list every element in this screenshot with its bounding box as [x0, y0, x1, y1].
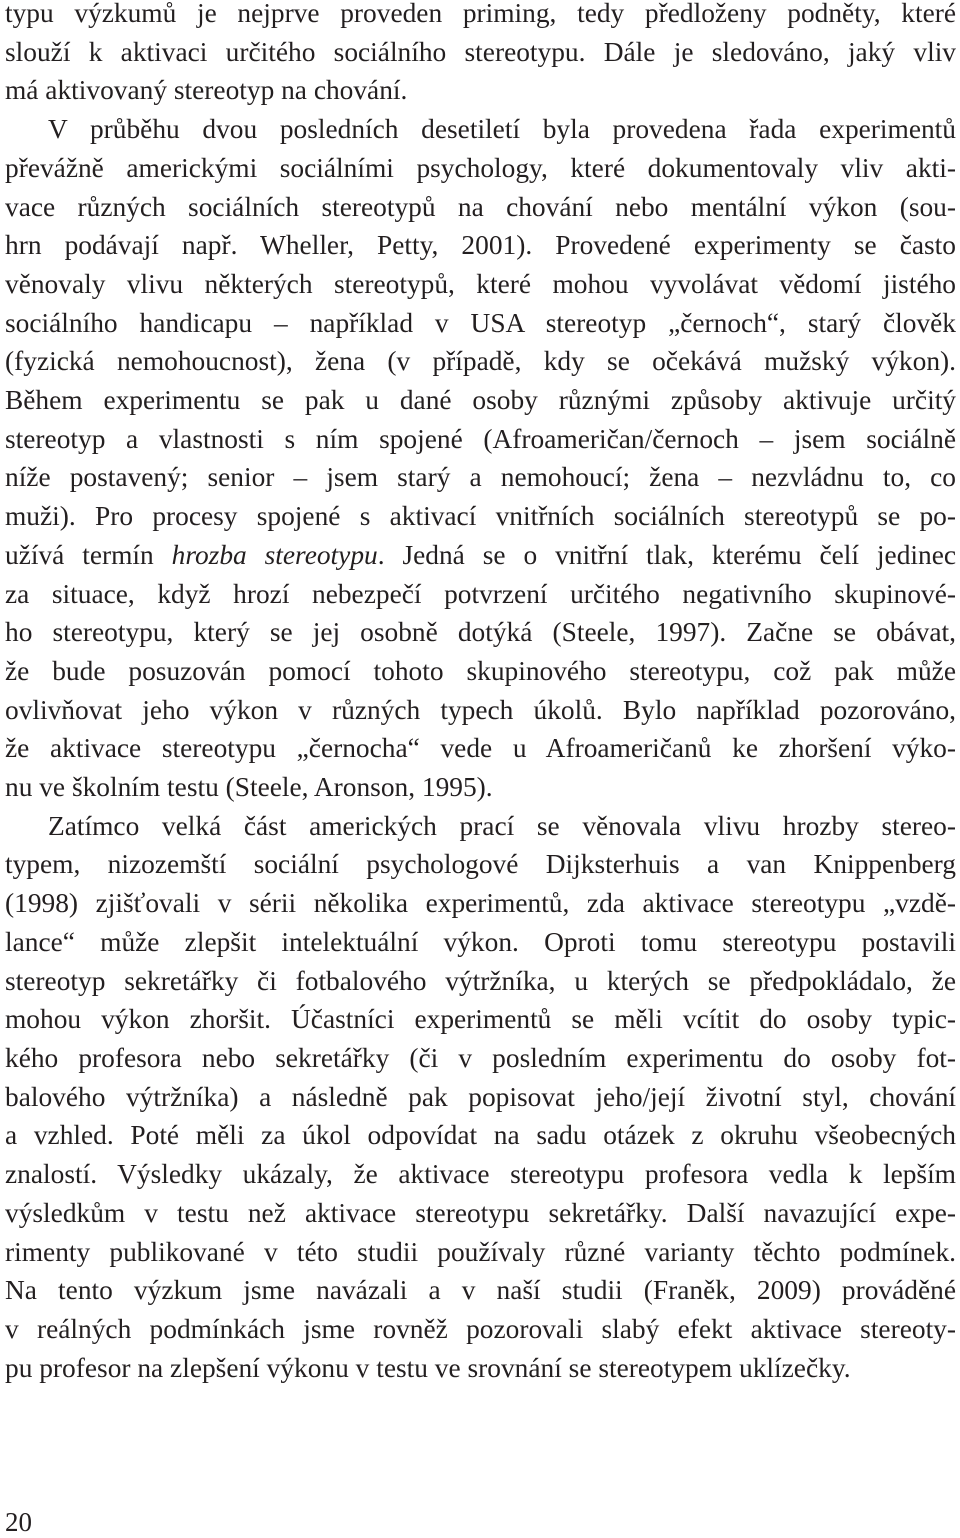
text-line: nu ve školním testu (Steele, Aronson, 1995).	[5, 772, 493, 803]
text-line: Na tento výzkum jsme navázali a v naší studii (Franěk, 2009) prováděné	[5, 1275, 956, 1306]
text-line-with-italic	[5, 536, 956, 575]
text-line: sociálního handicapu – například v USA stereotyp „černoch“, starý člověk	[5, 307, 956, 338]
text-line: muži). Pro procesy spojené s aktivací vnitřních sociálních stereotypů se po-	[5, 501, 956, 532]
page-number: 20	[5, 1507, 32, 1537]
text-line: má aktivovaný stereotyp na chování.	[5, 75, 408, 106]
text-line: slouží k aktivaci určitého sociálního stereotypu. Dále je sledováno, jaký vliv	[5, 36, 956, 67]
text-line: stereotyp sekretářky či fotbalového výtržníka, u kterých se předpokládalo, že	[5, 965, 956, 996]
text-line: výsledkům v testu než aktivace stereotypu sekretářky. Další navazující expe-	[5, 1197, 956, 1228]
text-line: kého profesora nebo sekretářky (či v posledním experimentu do osoby fot-	[5, 1042, 956, 1073]
text-run: . Jedná se o vnitřní tlak, kterému čelí jedinec	[377, 539, 957, 570]
text-line: pu profesor na zlepšení výkonu v testu ve srovnání se stereotypem uklízečky.	[5, 1352, 851, 1383]
text-line: že aktivace stereotypu „černocha“ vede u Afroameričanů ke zhoršení výko-	[5, 733, 956, 764]
text-line: ho stereotypu, který se jej osobně dotýká (Steele, 1997). Začne se obávat,	[5, 617, 956, 648]
text-line: vace různých sociálních stereotypů na chování nebo mentální výkon (sou-	[5, 191, 956, 222]
text-line: ovlivňovat jeho výkon v různých typech úkolů. Bylo například pozorováno,	[5, 694, 956, 725]
body-text	[5, 0, 956, 1387]
text-line: rimenty publikované v této studii používaly různé varianty těchto podmínek.	[5, 1236, 956, 1267]
text-line: věnovaly vlivu některých stereotypů, které mohou vyvolávat vědomí jistého	[5, 268, 956, 299]
text-line: balového výtržníka) a následně pak popisovat jeho/její životní styl, chování	[5, 1081, 956, 1112]
text-line: Během experimentu se pak u dané osoby různými způsoby aktivuje určitý	[5, 385, 956, 416]
text-line: v reálných podmínkách jsme rovněž pozorovali slabý efekt aktivace stereoty-	[5, 1313, 956, 1344]
text-line: typu výzkumů je nejprve proveden priming, tedy předloženy podněty, které	[5, 0, 956, 28]
text-line: že bude posuzován pomocí tohoto skupinového stereotypu, což pak může	[5, 655, 956, 686]
text-line: znalostí. Výsledky ukázaly, že aktivace stereotypu profesora vedla k lepším	[5, 1159, 956, 1190]
text-line: za situace, když hrozí nebezpečí potvrzení určitého negativního skupinové-	[5, 578, 956, 609]
text-line: Zatímco velká část amerických prací se věnovala vlivu hrozby stereo-	[48, 810, 956, 841]
text-line: hrn podávají např. Wheller, Petty, 2001). Provedené experimenty se často	[5, 230, 956, 261]
text-line: a vzhled. Poté měli za úkol odpovídat na sadu otázek z okruhu všeobecných	[5, 1120, 956, 1151]
text-line: V průběhu dvou posledních desetiletí byla provedena řada experimentů	[48, 114, 956, 145]
text-run: užívá termín	[5, 539, 172, 570]
text-line: mohou výkon zhoršit. Účastníci experimentů se měli vcítit do osoby typic-	[5, 1004, 956, 1035]
text-line: (fyzická nemohoucnost), žena (v případě, kdy se očekává mužský výkon).	[5, 346, 956, 377]
text-line: níže postavený; senior – jsem starý a nemohoucí; žena – nezvládnu to, co	[5, 462, 956, 493]
text-line: stereotyp a vlastnosti s ním spojené (Afroameričan/černoch – jsem sociálně	[5, 423, 956, 454]
text-line: typem, nizozemští sociální psychologové Dijksterhuis a van Knippenberg	[5, 849, 956, 880]
text-line: převážně americkými sociálními psychology, které dokumentovaly vliv akti-	[5, 152, 956, 183]
italic-term: hrozba stereotypu	[171, 539, 378, 570]
text-line: (1998) zjišťovali v sérii několika experimentů, zda aktivace stereotypu „vzdě-	[5, 888, 956, 919]
text-line: lance“ může zlepšit intelektuální výkon. Oproti tomu stereotypu postavili	[5, 926, 956, 957]
